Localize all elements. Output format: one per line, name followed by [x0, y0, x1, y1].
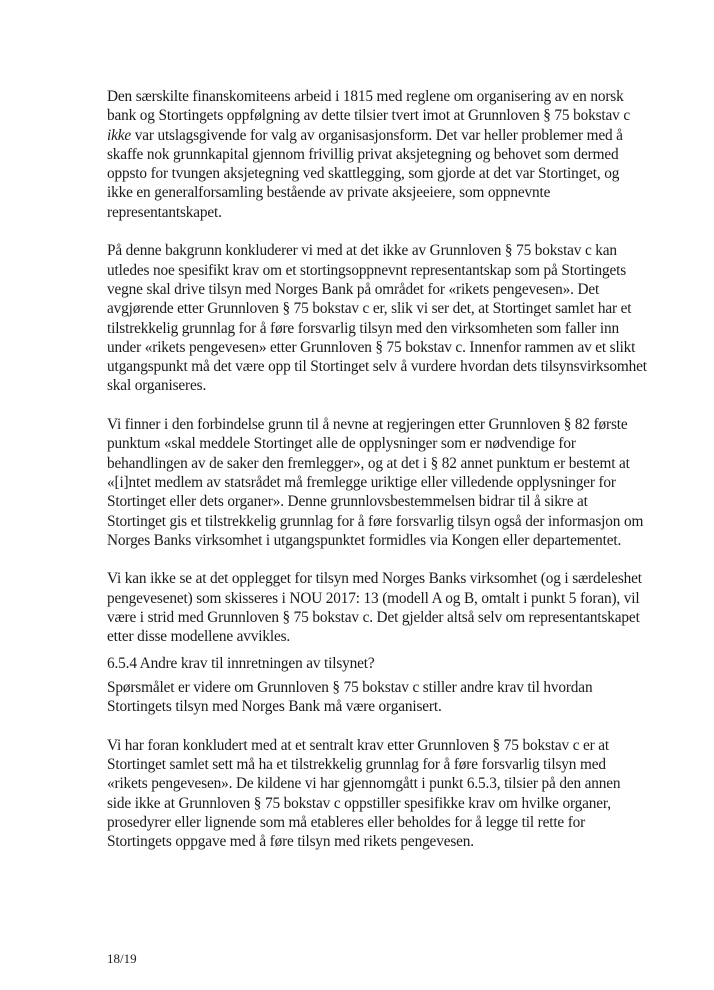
page-number: 18/19 [107, 951, 137, 966]
document-body [107, 87, 647, 871]
paragraph-finanskomiteen [107, 87, 647, 222]
paragraph-sentralt-krav: Vi har foran konkludert med at et sentralt krav etter Grunnloven § 75 bokstav c er at Stortinget samlet sett må ha et tilstrekkelig grunnlag for å føre forsvarlig tilsyn med «rikets pengevesen». De kildene vi har gjennomgått i punkt 6.5.3, tilsier på den annen side ikke at Grunnloven § 75 bokstav c oppstiller spesifikke krav om hvilke organer, prosedyrer eller lignende som må etableres eller beholdes for å legge til rette for Stortingets oppgave med å føre tilsyn med rikets pengevesen. [107, 736, 621, 851]
paragraph-grunnloven-82: Vi finner i den forbindelse grunn til å nevne at regjeringen etter Grunnloven § 82 første punktum «skal meddele Stortinget alle de opplysninger som er nødvendige for behandlingen av de saker den fremlegger», og at det i § 82 annet punktum er bestemt at «[i]ntet medlem av statsrådet må fremlegge uriktige eller villedende opplysninger for Stortinget eller dets organer». Denne grunnlovsbestemmelsen bidrar til å sikre at Stortinget gis et tilstrekkelig grunnlag for å føre forsvarlig tilsyn også der informasjon om Norges Banks virksomhet i utgangspunktet formidles via Kongen eller departementet. [107, 416, 644, 549]
paragraph-konklusjon: På denne bakgrunn konkluderer vi med at det ikke av Grunnloven § 75 bokstav c kan utledes noe spesifikt krav om et stortingsoppnevnt representantskap som på Stortingets vegne skal drive tilsyn med Norges Bank på området for «rikets pengevesen». Det avgjørende etter Grunnloven § 75 bokstav c er, slik vi ser det, at Stortinget samlet har et tilstrekkelig grunnlag for å føre forsvarlig tilsyn med den virksomheten som faller inn under «rikets pengevesen» etter Grunnloven § 75 bokstav c. Innenfor rammen av et slikt utgangspunkt må det være opp til Stortinget selv å vurdere hvordan dets tilsynsvirksomhet skal organiseres. [107, 242, 647, 395]
paragraph-text: var utslagsgivende for valg av organisasjonsform. Det var heller problemer med å skaffe nok grunnkapital gjennom frivillig privat aksjetegning og behovet som dermed oppsto for tvungen aksjetegning ved skattlegging, som gjorde at det var Stortinget, og ikke en generalforsamling bestående av private aksjeeiere, som oppnevnte representantskapet. [107, 126, 623, 221]
paragraph-text: Den særskilte finanskomiteens arbeid i 1815 med reglene om organisering av en norsk bank og Stortingets oppfølgning av dette tilsier tvert imot at Grunnloven § 75 bokstav c [107, 88, 630, 125]
paragraph-sporsmal: Spørsmålet er videre om Grunnloven § 75 bokstav c stiller andre krav til hvordan Stortingets tilsyn med Norges Bank må være organisert. [107, 678, 593, 716]
paragraph-nou-2017: Vi kan ikke se at det opplegget for tilsyn med Norges Banks virksomhet (og i særdeleshet pengevesenet) som skisseres i NOU 2017: 13 (modell A og B, omtalt i punkt 5 foran), vil være i strid med Grunnloven § 75 bokstav c. Det gjelder altså selv om representantskapet etter disse modellene avvikles. [107, 570, 642, 646]
emphasis-ikke: ikke [107, 126, 132, 144]
section-heading: 6.5.4 Andre krav til innretningen av tilsynet? [107, 654, 375, 672]
